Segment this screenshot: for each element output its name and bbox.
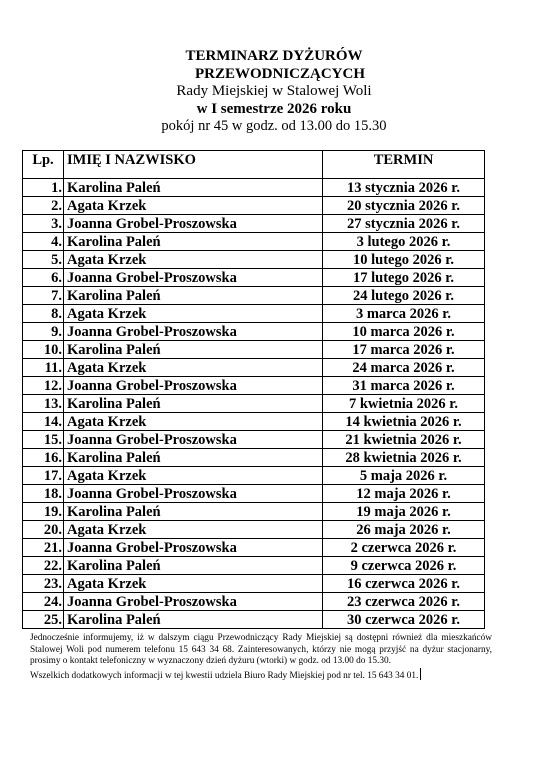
table-row: [23, 341, 485, 359]
cell-term: 19 maja 2026 r.: [323, 503, 485, 521]
table-row: [23, 251, 485, 269]
column-header-lp: Lp.: [23, 151, 64, 179]
cell-term: 30 czerwca 2026 r.: [323, 611, 485, 629]
cell-lp: 15.: [23, 431, 64, 449]
cell-name: Joanna Grobel-Proszowska: [64, 485, 323, 503]
cell-term: 7 kwietnia 2026 r.: [323, 395, 485, 413]
cell-name: Karolina Paleń: [64, 233, 323, 251]
cell-lp: 4.: [23, 233, 64, 251]
cell-lp: 9.: [23, 323, 64, 341]
cell-term: 20 stycznia 2026 r.: [323, 197, 485, 215]
cell-term: 2 czerwca 2026 r.: [323, 539, 485, 557]
cell-lp: 1.: [23, 179, 64, 197]
cell-name: Agata Krzek: [64, 575, 323, 593]
cell-name: Agata Krzek: [64, 413, 323, 431]
cell-term: 17 marca 2026 r.: [323, 341, 485, 359]
cell-name: Agata Krzek: [64, 521, 323, 539]
cell-lp: 14.: [23, 413, 64, 431]
table-row: [23, 287, 485, 305]
cell-lp: 5.: [23, 251, 64, 269]
cell-name: Agata Krzek: [64, 467, 323, 485]
cell-term: 16 czerwca 2026 r.: [323, 575, 485, 593]
document-title: TERMINARZ DYŻURÓW: [185, 48, 363, 64]
cell-name: Agata Krzek: [64, 359, 323, 377]
note-paragraph-office: [30, 668, 492, 683]
cell-lp: 6.: [23, 269, 64, 287]
cell-lp: 13.: [23, 395, 64, 413]
cell-lp: 10.: [23, 341, 64, 359]
cell-name: Karolina Paleń: [64, 503, 323, 521]
cell-name: Agata Krzek: [64, 305, 323, 323]
table-row: [23, 611, 485, 629]
cell-lp: 23.: [23, 575, 64, 593]
cell-term: 3 marca 2026 r.: [323, 305, 485, 323]
council-name: Rady Miejskiej w Stalowej Woli: [176, 83, 372, 99]
table-body: [23, 179, 485, 629]
table-row: [23, 575, 485, 593]
cell-name: Joanna Grobel-Proszowska: [64, 215, 323, 233]
cell-lp: 22.: [23, 557, 64, 575]
cell-lp: 19.: [23, 503, 64, 521]
cell-term: 14 kwietnia 2026 r.: [323, 413, 485, 431]
cell-lp: 25.: [23, 611, 64, 629]
cell-term: 10 marca 2026 r.: [323, 323, 485, 341]
table-row: [23, 485, 485, 503]
cell-lp: 24.: [23, 593, 64, 611]
note-office-text: Wszelkich dodatkowych informacji w tej kwestii udziela Biuro Rady Miejskiej pod nr tel. 15 643 34 01.: [30, 670, 419, 681]
cell-term: 10 lutego 2026 r.: [323, 251, 485, 269]
table-row: [23, 539, 485, 557]
cell-name: Joanna Grobel-Proszowska: [64, 377, 323, 395]
column-header-term: TERMIN: [323, 151, 485, 179]
cell-term: 27 stycznia 2026 r.: [323, 215, 485, 233]
room-hours: pokój nr 45 w godz. od 13.00 do 15.30: [161, 118, 387, 134]
duty-schedule-table: [22, 150, 485, 629]
cell-term: 21 kwietnia 2026 r.: [323, 431, 485, 449]
cell-lp: 7.: [23, 287, 64, 305]
table-row: [23, 269, 485, 287]
table-row: [23, 467, 485, 485]
cell-name: Karolina Paleń: [64, 179, 323, 197]
table-row: [23, 521, 485, 539]
table-row: [23, 449, 485, 467]
cell-term: 5 maja 2026 r.: [323, 467, 485, 485]
cell-name: Karolina Paleń: [64, 341, 323, 359]
cell-lp: 17.: [23, 467, 64, 485]
cell-name: Karolina Paleń: [64, 449, 323, 467]
cell-term: 24 lutego 2026 r.: [323, 287, 485, 305]
cell-term: 3 lutego 2026 r.: [323, 233, 485, 251]
table-row: [23, 323, 485, 341]
table-row: [23, 593, 485, 611]
cell-name: Karolina Paleń: [64, 395, 323, 413]
cell-term: 9 czerwca 2026 r.: [323, 557, 485, 575]
cell-term: 12 maja 2026 r.: [323, 485, 485, 503]
semester-label: w I semestrze 2026 roku: [196, 100, 352, 117]
cell-name: Karolina Paleń: [64, 557, 323, 575]
cell-lp: 11.: [23, 359, 64, 377]
cell-name: Joanna Grobel-Proszowska: [64, 539, 323, 557]
cell-name: Agata Krzek: [64, 197, 323, 215]
cell-term: 13 stycznia 2026 r.: [323, 179, 485, 197]
table-row: [23, 503, 485, 521]
cell-name: Agata Krzek: [64, 251, 323, 269]
table-row: [23, 179, 485, 197]
cell-term: 26 maja 2026 r.: [323, 521, 485, 539]
document-header: [0, 48, 548, 136]
cell-term: 17 lutego 2026 r.: [323, 269, 485, 287]
cell-term: 31 marca 2026 r.: [323, 377, 485, 395]
cell-name: Joanna Grobel-Proszowska: [64, 593, 323, 611]
cell-name: Karolina Paleń: [64, 287, 323, 305]
cell-lp: 16.: [23, 449, 64, 467]
cell-name: Joanna Grobel-Proszowska: [64, 269, 323, 287]
cell-term: 23 czerwca 2026 r.: [323, 593, 485, 611]
table-row: [23, 197, 485, 215]
table-row: [23, 431, 485, 449]
cell-name: Karolina Paleń: [64, 611, 323, 629]
table-row: [23, 359, 485, 377]
cell-name: Joanna Grobel-Proszowska: [64, 431, 323, 449]
table-row: [23, 233, 485, 251]
table-row: [23, 377, 485, 395]
table-row: [23, 557, 485, 575]
note-paragraph-contact: Jednocześnie informujemy, iż w dalszym ciągu Przewodniczący Rady Miejskiej są dostępni również dla mieszkańców Stalowej Woli pod numerem telefonu 15 643 34 68. Zainteresowanych, którzy nie mogą przyjść na dyżur stacjonarny, prosimy o kontakt telefoniczny w wyznaczony dzień dyżuru (wtorki) w godz. od 13.00 do 15.30.: [30, 633, 492, 666]
table-row: [23, 215, 485, 233]
table-row: [23, 413, 485, 431]
cell-lp: 20.: [23, 521, 64, 539]
table-row: [23, 395, 485, 413]
cell-lp: 18.: [23, 485, 64, 503]
column-header-name: IMIĘ I NAZWISKO: [64, 151, 323, 179]
table-header-row: [23, 151, 485, 179]
cell-lp: 21.: [23, 539, 64, 557]
cell-term: 28 kwietnia 2026 r.: [323, 449, 485, 467]
table-row: [23, 305, 485, 323]
cell-lp: 2.: [23, 197, 64, 215]
cell-lp: 8.: [23, 305, 64, 323]
text-cursor: [420, 668, 421, 680]
document-title-line2: PRZEWODNICZĄCYCH: [194, 65, 365, 82]
cell-lp: 3.: [23, 215, 64, 233]
cell-name: Joanna Grobel-Proszowska: [64, 323, 323, 341]
cell-lp: 12.: [23, 377, 64, 395]
information-note: [30, 633, 492, 682]
cell-term: 24 marca 2026 r.: [323, 359, 485, 377]
